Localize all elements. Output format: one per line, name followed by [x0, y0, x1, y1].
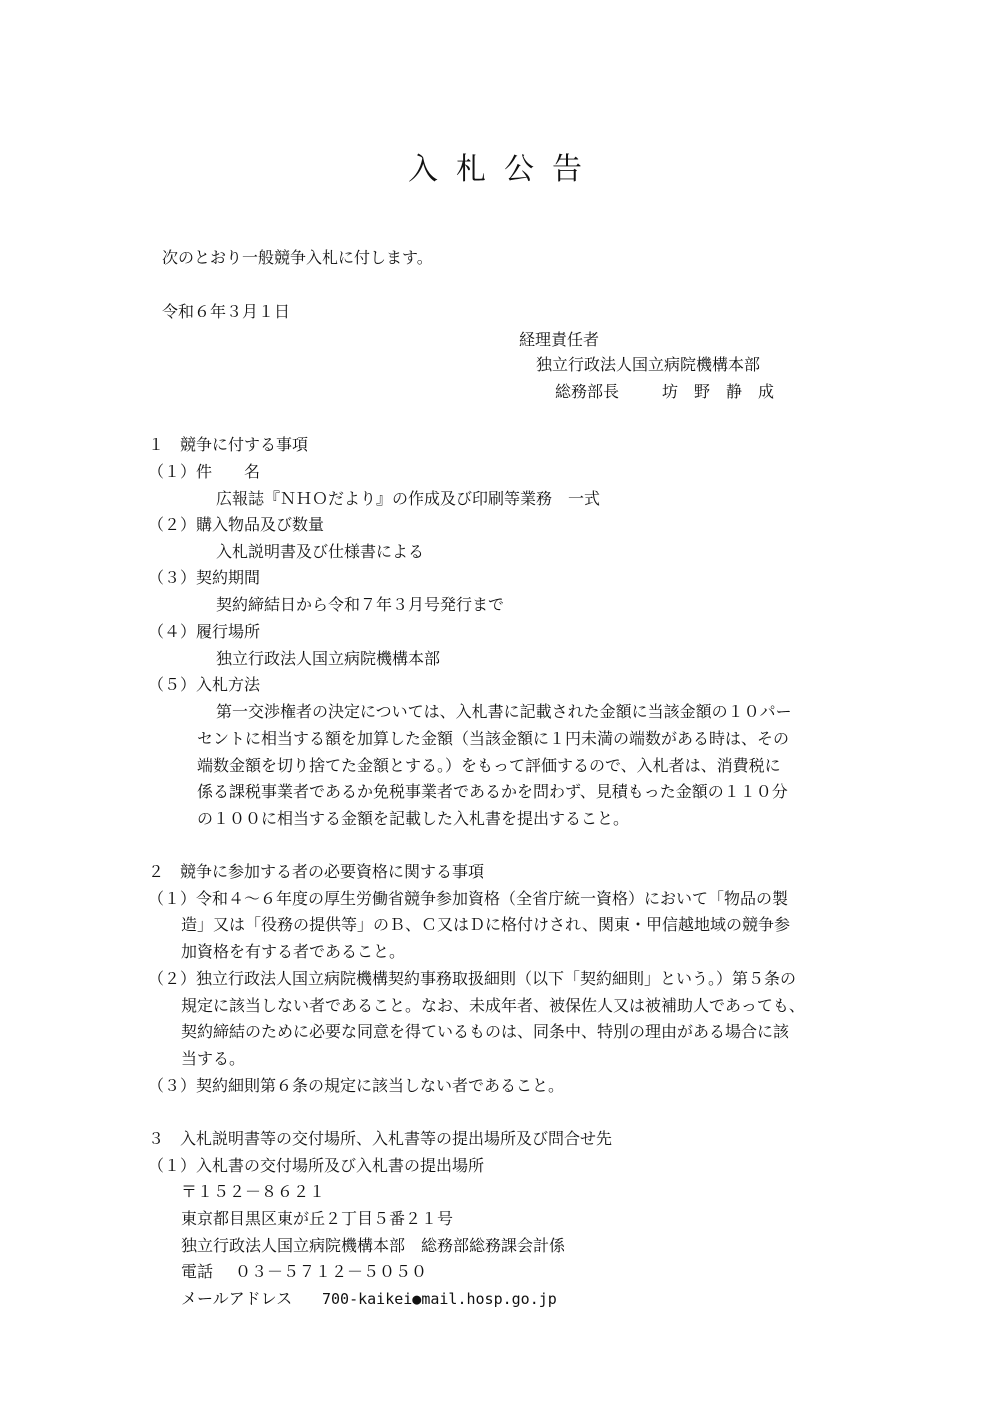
- item-2-2-line: 当する。: [181, 1049, 246, 1068]
- section-3-heading: ３ 入札説明書等の交付場所、入札書等の提出場所及び問合せ先: [148, 1129, 613, 1148]
- email-label: メールアドレス: [181, 1289, 293, 1308]
- item-1-3-label: （３）契約期間: [148, 568, 261, 587]
- publication-date: 令和６年３月１日: [162, 302, 291, 321]
- item-1-3-body: 契約締結日から令和７年３月号発行まで: [216, 595, 505, 614]
- issuer-org: 独立行政法人国立病院機構本部: [536, 355, 761, 374]
- postal-code: 〒１５２－８６２１: [181, 1182, 326, 1201]
- item-2-3-line: （３）契約細則第６条の規定に該当しない者であること。: [148, 1076, 565, 1095]
- item-1-2-body: 入札説明書及び仕様書による: [216, 542, 425, 561]
- item-1-1-body: 広報誌『ＮＨＯだより』の作成及び印刷等業務 一式: [216, 489, 601, 508]
- item-1-1-label: （１）件 名: [148, 462, 261, 481]
- phone-number: ０３－５７１２－５０５０: [235, 1262, 428, 1281]
- item-3-1-label: （１）入札書の交付場所及び入札書の提出場所: [148, 1156, 485, 1175]
- item-1-4-body: 独立行政法人国立病院機構本部: [216, 649, 441, 668]
- item-1-4-label: （４）履行場所: [148, 622, 261, 641]
- address: 東京都目黒区東が丘２丁目５番２１号: [181, 1209, 454, 1228]
- item-2-1-line: 加資格を有する者であること。: [181, 942, 406, 961]
- issuer-name: 坊 野 静 成: [662, 382, 775, 401]
- issuer-title: 総務部長: [555, 382, 620, 401]
- item-1-5-body-line: 係る課税事業者であるか免税事業者であるかを問わず、見積もった金額の１１０分: [197, 782, 788, 801]
- document-title: 入札公告: [408, 152, 600, 187]
- intro-text: 次のとおり一般競争入札に付します。: [162, 248, 433, 267]
- item-2-1-line: 造」又は「役務の提供等」のＢ、Ｃ又はＤに格付けされ、関東・甲信越地域の競争参: [181, 915, 790, 934]
- office-name: 独立行政法人国立病院機構本部 総務部総務課会計係: [181, 1236, 566, 1255]
- email-address: 700-kaikei●mail.hosp.go.jp: [322, 1290, 557, 1308]
- item-1-5-body-line: の１００に相当する金額を記載した入札書を提出すること。: [197, 809, 630, 828]
- issuer-role: 経理責任者: [519, 330, 600, 349]
- item-1-5-body-line: セントに相当する額を加算した金額（当該金額に１円未満の端数がある時は、その: [197, 729, 790, 748]
- item-2-2-line: 規定に該当しない者であること。なお、未成年者、被保佐人又は被補助人であっても、: [181, 996, 805, 1015]
- item-2-1-line: （１）令和４～６年度の厚生労働省競争参加資格（全省庁統一資格）において「物品の製: [148, 889, 789, 908]
- item-2-2-line: （２）独立行政法人国立病院機構契約事務取扱細則（以下「契約細則」という。）第５条の: [148, 969, 797, 988]
- item-1-5-body-line: 第一交渉権者の決定については、入札書に記載された金額に当該金額の１０パー: [216, 702, 792, 721]
- section-2-heading: ２ 競争に参加する者の必要資格に関する事項: [148, 862, 485, 881]
- item-1-5-label: （５）入札方法: [148, 675, 261, 694]
- item-1-2-label: （２）購入物品及び数量: [148, 515, 325, 534]
- item-1-5-body-line: 端数金額を切り捨てた金額とする。）をもって評価するので、入札者は、消費税に: [197, 756, 781, 775]
- section-1-heading: １ 競争に付する事項: [148, 435, 309, 454]
- item-2-2-line: 契約締結のために必要な同意を得ているものは、同条中、特別の理由がある場合に該: [181, 1022, 790, 1041]
- phone-label: 電話: [181, 1262, 214, 1281]
